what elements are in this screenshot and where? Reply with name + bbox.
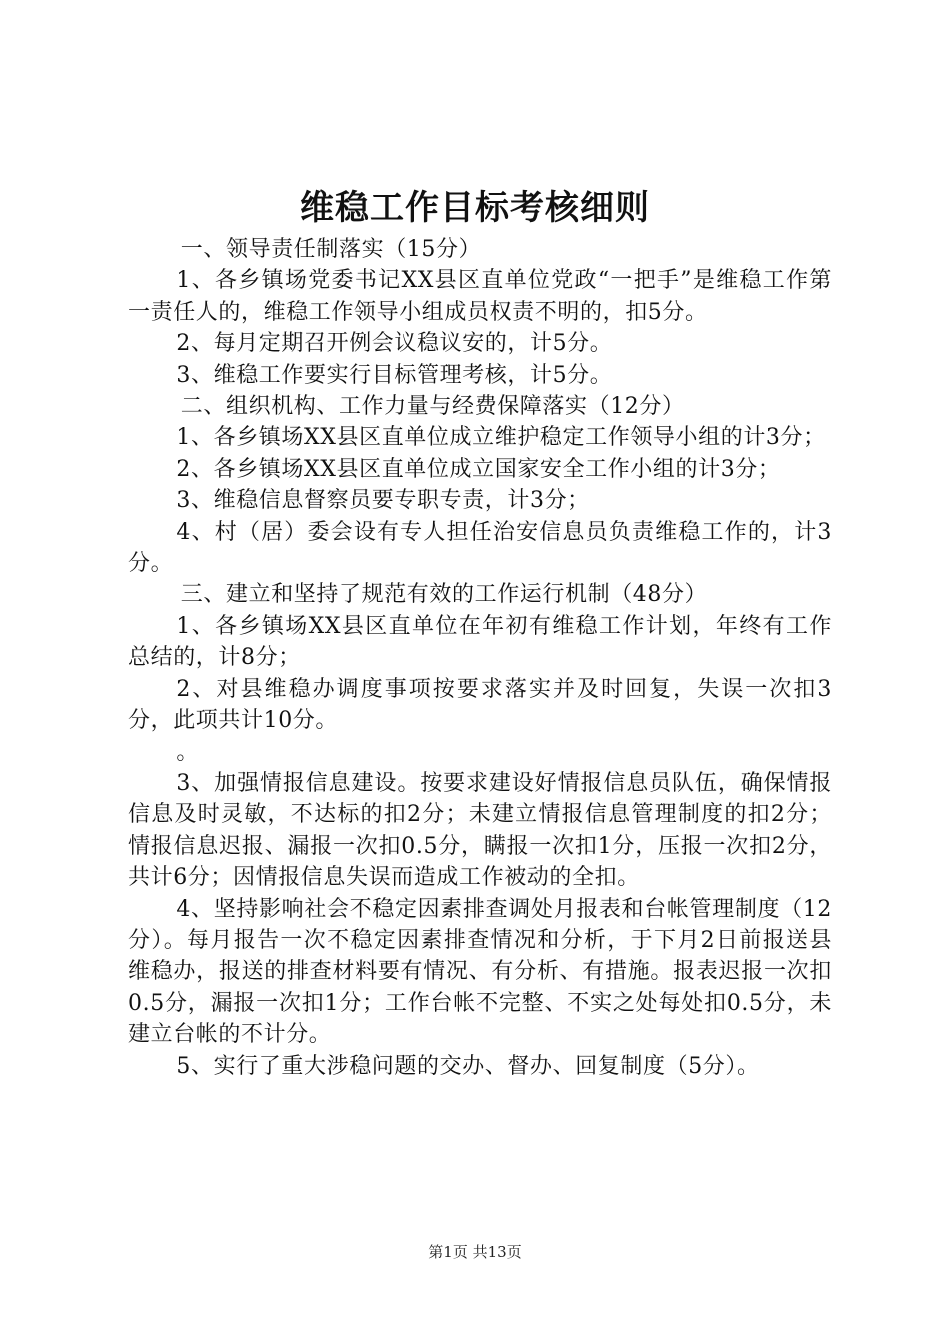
body-paragraph: 2、对县维稳办调度事项按要求落实并及时回复，失误一次扣3分，此项共计10分。 <box>128 676 832 734</box>
body-paragraph: 2、各乡镇场XX县区直单位成立国家安全工作小组的计3分； <box>176 456 781 482</box>
body-paragraph: 3、维稳信息督察员要专职专责，计3分； <box>176 488 590 514</box>
body-paragraph: 1、各乡镇场党委书记XX县区直单位党政“一把手”是维稳工作第一责任人的，维稳工作领导小组成员权责不明的，扣5分。 <box>128 268 832 325</box>
section-heading-3: 三、建立和坚持了规范有效的工作运行机制（48分） <box>180 582 708 608</box>
section-heading-1: 一、领导责任制落实（15分） <box>180 237 482 262</box>
body-paragraph: 4、村（居）委会设有专人担任治安信息员负责维稳工作的，计3分。 <box>128 519 832 577</box>
document-title: 维稳工作目标考核细则 <box>300 188 650 228</box>
stray-period-line: 。 <box>176 739 199 765</box>
body-paragraph: 1、各乡镇场XX县区直单位成立维护稳定工作领导小组的计3分； <box>176 425 826 451</box>
body-paragraph: 1、各乡镇场XX县区直单位在年初有维稳工作计划，年终有工作总结的，计8分； <box>128 613 832 671</box>
body-paragraph: 2、每月定期召开例会议稳议安的，计5分。 <box>176 331 613 357</box>
page-number-footer: 第1页 共13页 <box>428 1243 522 1261</box>
body-paragraph: 3、维稳工作要实行目标管理考核，计5分。 <box>176 362 613 388</box>
document-body <box>128 234 832 1082</box>
body-paragraph: 5、实行了重大涉稳问题的交办、督办、回复制度（5分）。 <box>176 1053 760 1079</box>
body-paragraph: 3、加强情报信息建设。按要求建设好情报信息员队伍，确保情报信息及时灵敏，不达标的扣2分；未建立情报信息管理制度的扣2分；情报信息迟报、漏报一次扣0.5分，瞒报一次扣1分，压报一次扣2分，共计6分；因情报信息失误而造成工作被动的全扣。 <box>128 770 832 891</box>
section-heading-2: 二、组织机构、工作力量与经费保障落实（12分） <box>180 394 685 420</box>
body-paragraph: 4、坚持影响社会不稳定因素排查调处月报表和台帐管理制度（12分）。每月报告一次不稳定因素排查情况和分析，于下月2日前报送县维稳办，报送的排查材料要有情况、有分析、有措施。报表迟报一次扣0.5分，漏报一次扣1分；工作台帐不完整、不实之处每处扣0.5分，未建立台帐的不计分。 <box>128 896 832 1048</box>
